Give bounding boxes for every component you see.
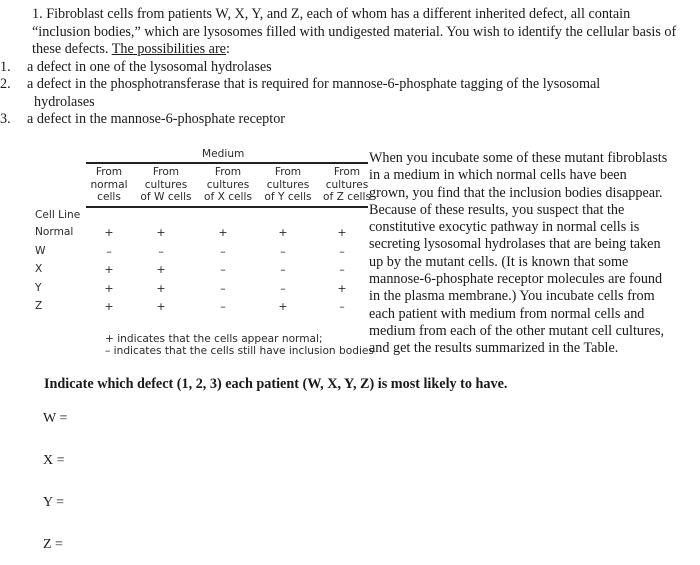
result-mark: + [104,300,114,313]
result-mark: + [156,263,166,276]
answer-label: X = [43,453,65,468]
question-intro [0,6,692,129]
col-line: of W cells [140,191,192,203]
result-mark: + [156,226,166,239]
col-line: cultures [144,178,188,191]
result-mark: + [156,300,166,313]
result-mark: – [220,244,226,258]
option-2-continued [0,94,692,112]
legend-minus: – indicates that the cells still have inclusion bodies [105,345,374,357]
column-header-z [318,166,376,204]
col-line: normal [90,178,128,191]
col-line: From [152,166,180,178]
answer-w-field[interactable] [73,411,153,427]
col-line: From [274,166,302,178]
result-mark: + [337,226,347,239]
option-text: a defect in the phosphotransferase that is required for mannose-6-phosphate tagging of the lysosomal [27,76,601,92]
result-mark: – [220,263,226,276]
row-label: Z [35,300,43,312]
row-label: X [35,263,43,275]
result-mark: + [278,300,288,313]
side-line: Because of these results, you suspect that the [369,201,625,218]
result-mark: + [104,281,114,295]
answer-label: Z = [43,537,63,552]
answer-z [43,537,149,553]
row-label: Y [35,281,42,294]
col-line: cells [97,191,121,203]
result-mark: – [220,300,226,313]
result-mark: – [280,281,286,295]
column-header-normal [84,166,134,204]
result-mark: – [339,300,345,313]
result-mark: + [156,281,166,295]
side-line: in the plasma membrane.) You incubate cells from [369,288,655,305]
result-mark: – [158,244,164,258]
result-mark: – [280,244,286,258]
result-mark: – [339,244,345,258]
col-line: of X cells [204,191,252,203]
answer-w [43,411,153,427]
side-line: and get the results summarized in the Table. [369,340,619,357]
answer-x-field[interactable] [71,453,151,469]
side-line: medium from each of the other mutant cell cultures, [369,322,665,339]
col-line: cultures [206,178,250,191]
colon: : [225,41,230,57]
option-text-continued: hydrolases [34,93,95,110]
medium-header: Medium [202,148,245,160]
result-mark: + [104,226,114,239]
answer-y [43,495,150,511]
question-text [32,6,692,59]
question-number: 1. [32,6,43,22]
header-bottom-rule [86,206,368,208]
answer-prompt: Indicate which defect (1, 2, 3) each patient (W, X, Y, Z) is most likely to have. [44,376,508,392]
side-line: in a medium in which normal cells have been [369,167,627,184]
result-mark: – [280,263,286,276]
side-line: each patient with medium from normal cells and [369,305,645,322]
header-top-rule [86,162,368,164]
option-text: a defect in one of the lysosomal hydrolases [27,58,272,75]
answer-y-field[interactable] [70,495,150,511]
option-1 [0,59,692,77]
result-mark: – [106,244,112,258]
column-header-w [136,166,196,204]
result-mark: – [339,263,345,276]
answer-label: Y = [43,495,64,510]
cell-line-header: Cell Line [35,209,81,221]
option-number: 2. [0,76,11,92]
row-label: W [35,244,46,257]
side-line: constitutive exocytic pathway in normal cells is [369,219,640,236]
result-mark: – [220,281,226,295]
side-line: When you incubate some of these mutant fibroblasts [369,150,668,166]
legend-plus: + indicates that the cells appear normal; [105,333,323,345]
side-line: up by the mutant cells. (It is known that some [369,253,629,270]
result-mark: + [337,281,347,295]
option-3 [0,111,692,129]
col-line: of Z cells [323,191,371,203]
result-mark: + [104,263,114,276]
side-line: mannose-6-phosphate receptor molecules are found [369,271,663,288]
option-number: 1. [0,58,11,75]
answer-z-field[interactable] [69,537,149,553]
answer-label: W = [43,411,68,426]
col-line: cultures [266,178,310,191]
col-line: From [95,166,123,178]
col-line: cultures [325,178,369,191]
side-line: secreting lysosomal hydrolases that are being taken [369,236,661,253]
column-header-x [198,166,258,204]
option-text: a defect in the mannose-6-phosphate receptor [27,111,286,127]
column-header-y [258,166,318,204]
possibilities-label: The possibilities are [111,41,226,57]
col-line: From [333,166,361,178]
answer-x [43,453,151,469]
side-line: grown, you find that the inclusion bodies disappear. [369,184,663,201]
result-mark: + [278,226,288,239]
row-label: Normal [35,226,74,238]
col-line: of Y cells [264,191,312,203]
result-mark: + [218,226,228,239]
col-line: From [214,166,242,178]
option-2 [0,76,692,94]
question-intro-text: Fibroblast cells from patients W, X, Y, and Z, each of whom has a different inherited defect, all contain “inclusion bodies,” which are lysosomes filled with undigested material. You wish to identify the cellular basis of these defects. [32,6,677,57]
option-number: 3. [0,111,11,127]
side-paragraph [369,150,699,358]
